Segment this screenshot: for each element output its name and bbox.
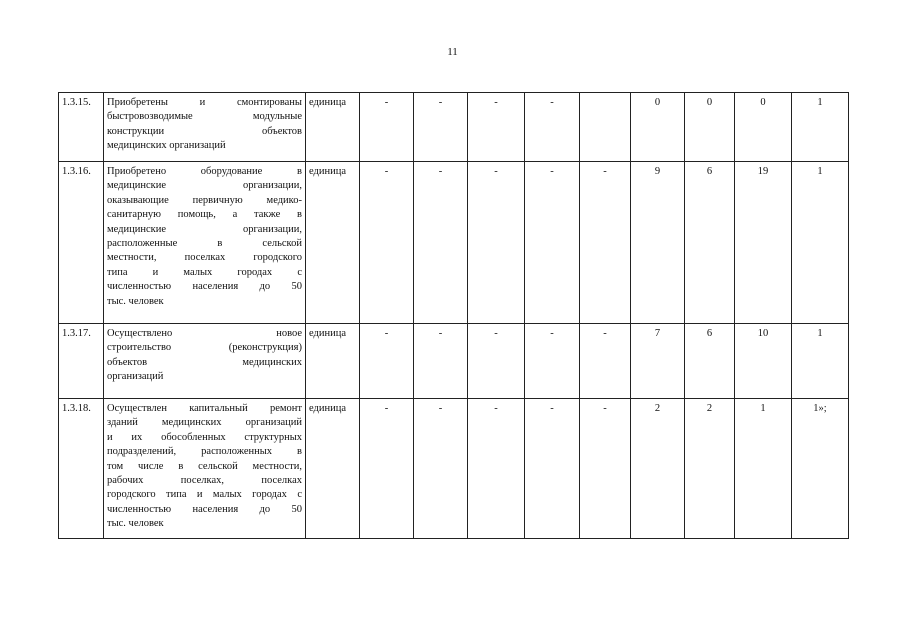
row-value-cell: - [414,399,468,539]
table-row [59,399,849,539]
row-value-cell: 1 [735,399,792,539]
row-value-cell: - [468,162,525,324]
description-line: Приобретено оборудование в [107,166,302,177]
table-row [59,162,849,324]
row-value-cell: 0 [631,93,685,162]
description-line: Осуществлено новое [107,328,302,339]
row-value-cell: 0 [685,93,735,162]
row-value-cell: - [360,399,414,539]
description-line: Приобретены и смонтированы [107,97,302,108]
row-value-cell: - [414,324,468,399]
row-value-cell: 19 [735,162,792,324]
description-line: медицинских организаций [107,140,226,152]
description-line: подразделений, расположенных в [107,446,302,458]
description-line: расположенные в сельской [107,238,302,250]
indicators-table [58,92,849,539]
page-number: 11 [447,46,458,58]
row-id-cell: 1.3.16. [59,162,104,324]
row-value-cell: - [525,324,580,399]
row-value-cell: - [468,399,525,539]
description-line: объектов медицинских [107,356,302,368]
description-line: оказывающие первичную медико- [107,194,302,206]
row-description-cell [104,162,306,324]
description-line: численностью населения до 50 [107,281,302,293]
description-line: и их обособленных структурных [107,431,302,443]
row-value-cell: 6 [685,162,735,324]
row-value-cell: - [468,93,525,162]
row-value-cell: 7 [631,324,685,399]
row-value-cell: 1 [792,162,849,324]
row-value-cell: 0 [735,93,792,162]
row-value-cell: - [525,93,580,162]
description-line: Осуществлен капитальный ремонт [107,403,302,414]
description-line: организаций [107,371,164,383]
table-row [59,324,849,399]
row-id-cell: 1.3.17. [59,324,104,399]
row-value-cell: 1 [792,324,849,399]
row-id-cell: 1.3.15. [59,93,104,162]
row-value-cell: - [414,162,468,324]
row-value-cell: 1 [792,93,849,162]
description-line: зданий медицинских организаций [107,417,302,429]
row-value-cell: 2 [685,399,735,539]
row-value-cell: 9 [631,162,685,324]
row-value-cell: - [468,324,525,399]
description-line: санитарную помощь, а также в [107,209,302,221]
row-value-cell: - [360,324,414,399]
row-value-cell: - [360,93,414,162]
row-value-cell [580,93,631,162]
description-line: медицинские организации, [107,180,302,192]
row-value-cell: - [580,162,631,324]
row-value-cell: - [414,93,468,162]
row-value-cell: - [580,399,631,539]
description-line: медицинские организации, [107,223,302,235]
row-description-cell [104,93,306,162]
row-id-cell: 1.3.18. [59,399,104,539]
description-line: численностью населения до 50 [107,503,302,515]
description-line: том числе в сельской местности, [107,460,302,472]
row-unit-cell: единица [306,324,360,399]
description-line: городского типа и малых городах с [107,489,302,501]
row-description-cell [104,399,306,539]
row-unit-cell: единица [306,162,360,324]
description-line: рабочих поселках, поселках [107,475,302,487]
row-value-cell: - [580,324,631,399]
row-value-cell: - [525,399,580,539]
row-value-cell: 2 [631,399,685,539]
description-line: типа и малых городах с [107,266,302,278]
table-row [59,93,849,162]
row-value-cell: 1»; [792,399,849,539]
row-unit-cell: единица [306,93,360,162]
description-line: тыс. человек [107,295,164,307]
table-body [59,93,849,539]
row-value-cell: - [360,162,414,324]
row-value-cell: 10 [735,324,792,399]
row-unit-cell: единица [306,399,360,539]
description-line: конструкции объектов [107,125,302,137]
description-line: строительство (реконструкция) [107,342,302,354]
row-value-cell: 6 [685,324,735,399]
description-line: быстровозводимые модульные [107,111,302,123]
row-value-cell: - [525,162,580,324]
row-description-cell [104,324,306,399]
description-line: местности, поселках городского [107,252,302,264]
description-line: тыс. человек [107,518,164,530]
